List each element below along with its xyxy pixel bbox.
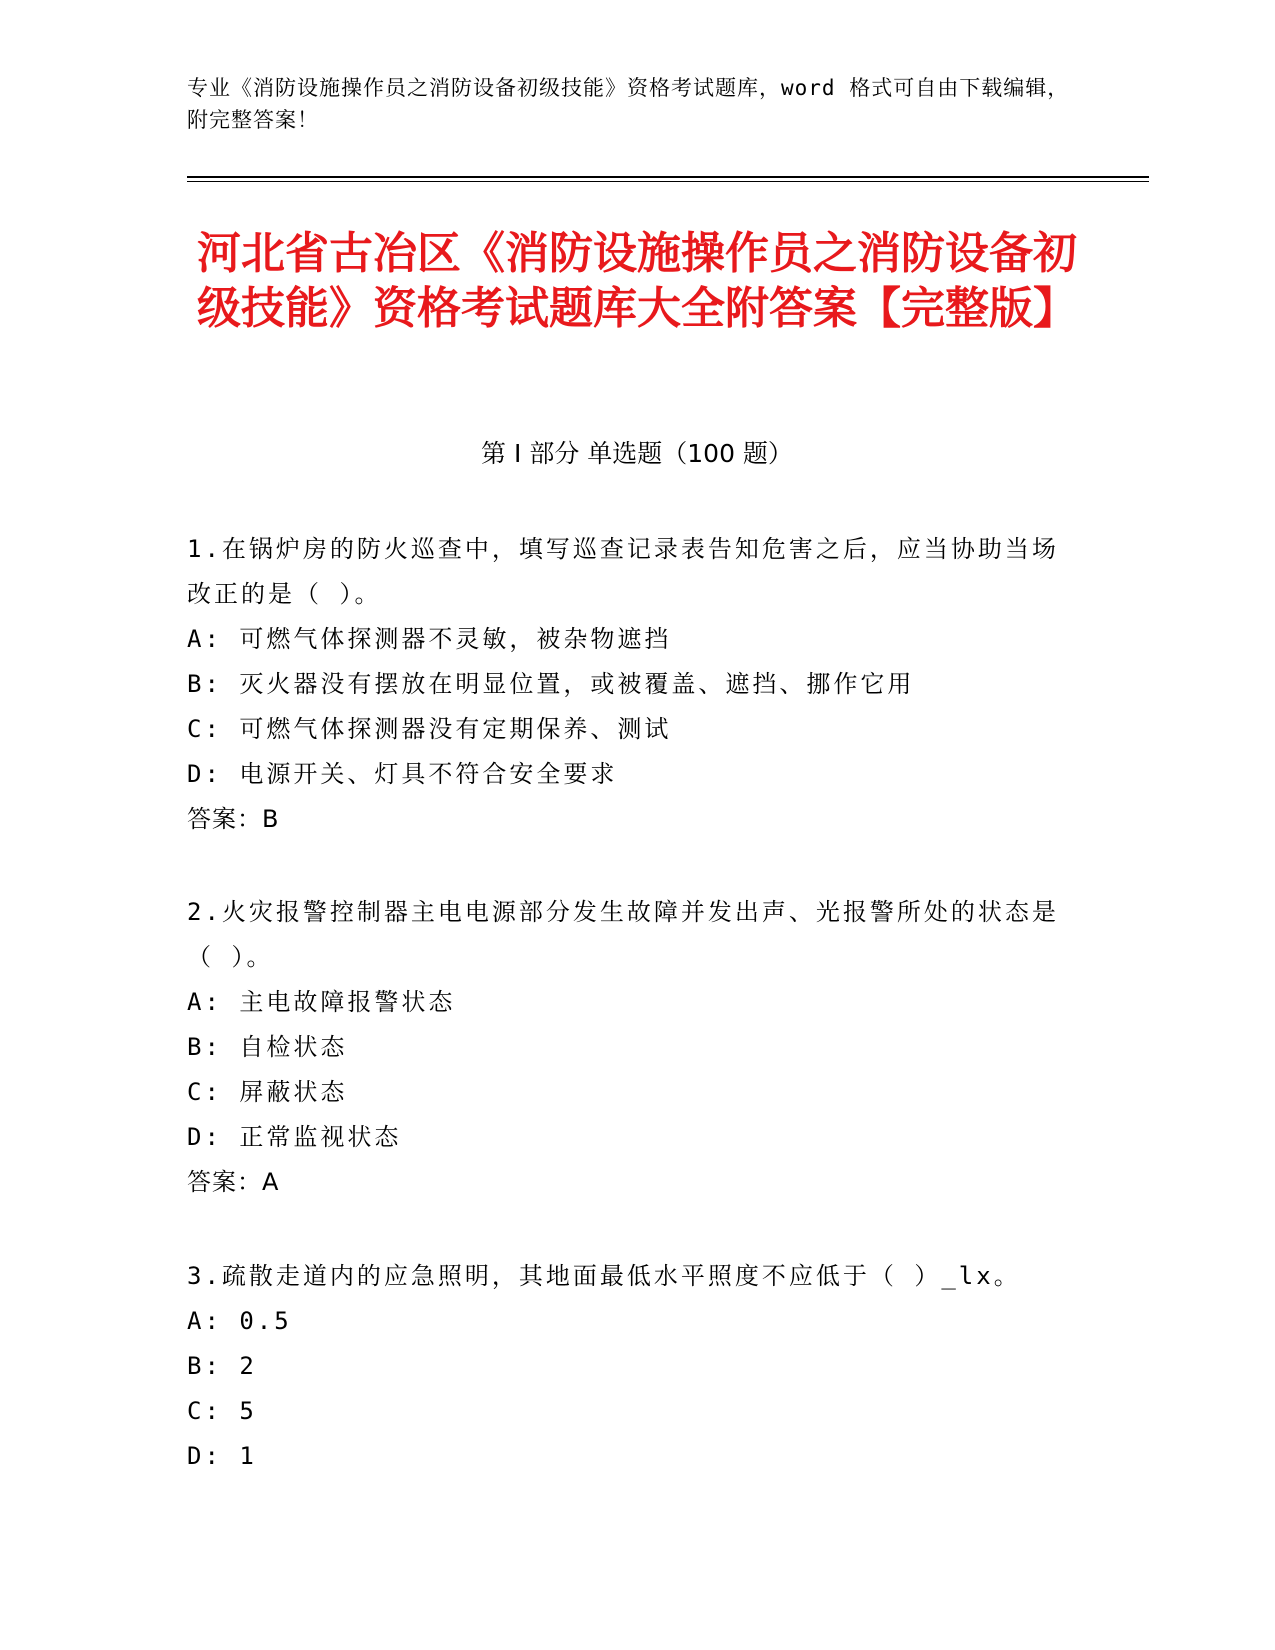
question-2	[187, 890, 1077, 1205]
option-b: B: 2	[187, 1352, 257, 1380]
question-stem: 3.疏散走道内的应急照明，其地面最低水平照度不应低于（ ）_lx。	[187, 1262, 1021, 1290]
header-rule-thin	[187, 181, 1149, 182]
question-1	[187, 527, 1077, 842]
option-a: A: 0.5	[187, 1307, 292, 1335]
header-rule-thick	[187, 176, 1149, 178]
option-d: D: 1	[187, 1442, 257, 1470]
option-b: B: 灭火器没有摆放在明显位置，或被覆盖、遮挡、挪作它用	[187, 670, 915, 698]
option-a: A: 可燃气体探测器不灵敏，被杂物遮挡	[187, 625, 672, 653]
option-c: C: 屏蔽状态	[187, 1078, 348, 1106]
option-d: D: 正常监视状态	[187, 1123, 402, 1151]
document-title: 河北省古冶区《消防设施操作员之消防设备初级技能》资格考试题库大全附答案【完整版】	[197, 228, 1077, 334]
question-3	[187, 1254, 1077, 1479]
option-d: D: 电源开关、灯具不符合安全要求	[187, 760, 618, 788]
question-stem: 2.火灾报警控制器主电电源部分发生故障并发出声、光报警所处的状态是（ ）。	[187, 898, 1059, 971]
option-a: A: 主电故障报警状态	[187, 988, 456, 1016]
answer-line: 答案：B	[187, 805, 280, 833]
section-heading: 第 I 部分 单选题（100 题）	[481, 439, 793, 468]
answer-line: 答案：A	[187, 1168, 280, 1196]
option-c: C: 可燃气体探测器没有定期保养、测试	[187, 715, 672, 743]
header-note: 专业《消防设施操作员之消防设备初级技能》资格考试题库，word 格式可自由下载编辑，附完整答案！	[187, 76, 1070, 132]
question-stem: 1.在锅炉房的防火巡查中，填写巡查记录表告知危害之后，应当协助当场改正的是（ ）。	[187, 535, 1059, 608]
option-b: B: 自检状态	[187, 1033, 348, 1061]
option-c: C: 5	[187, 1397, 257, 1425]
